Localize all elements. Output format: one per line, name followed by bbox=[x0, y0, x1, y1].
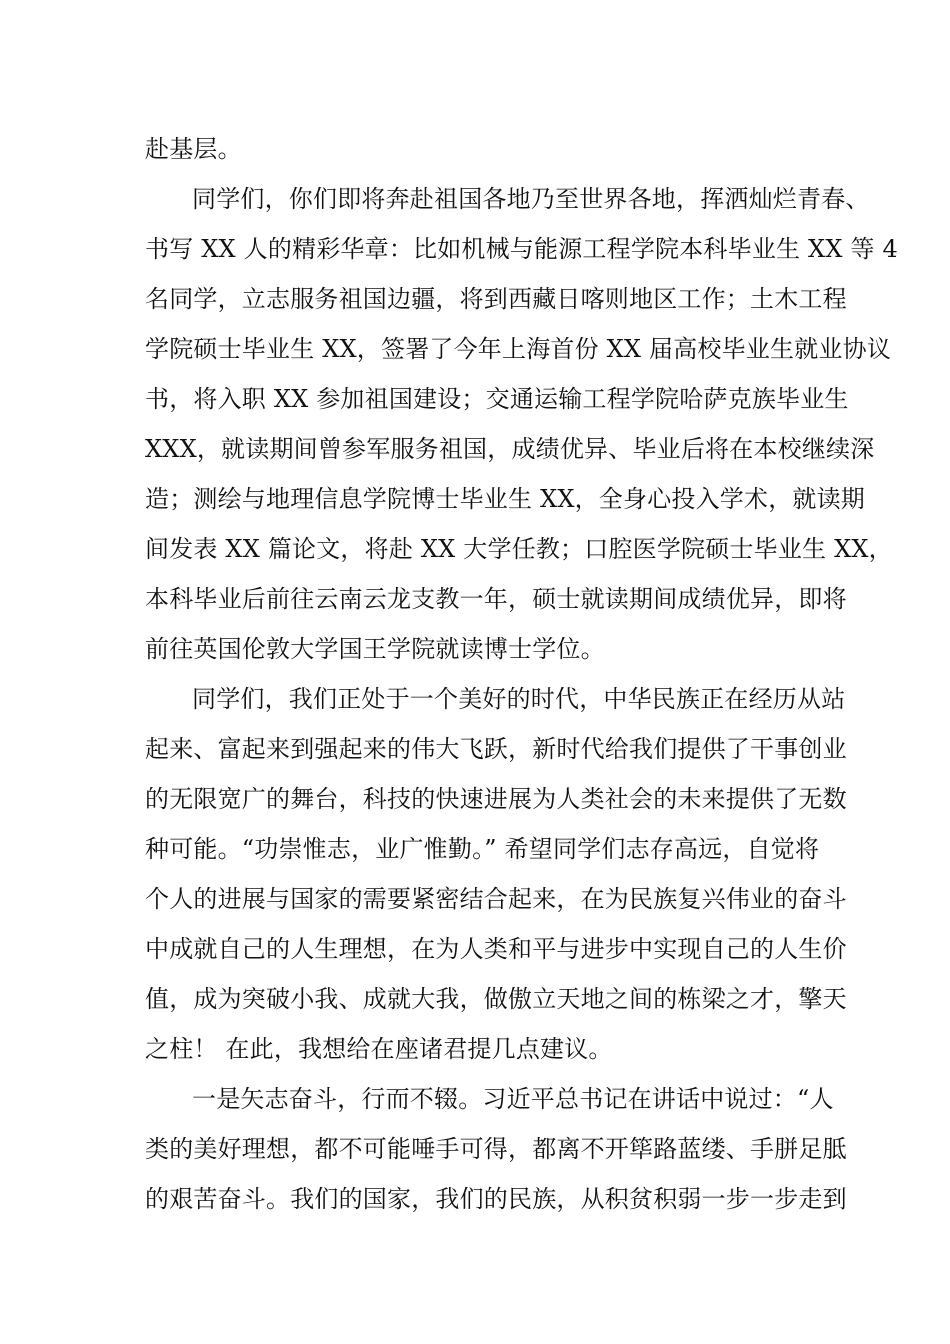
text-line: 书写 XX 人的精彩华章：比如机械与能源工程学院本科毕业生 XX 等 4 bbox=[145, 235, 898, 263]
text-line: 的艰苦奋斗。我们的国家，我们的民族，从积贫积弱一步一步走到 bbox=[145, 1185, 847, 1213]
text-line: 个人的进展与国家的需要紧密结合起来，在为民族复兴伟业的奋斗 bbox=[145, 885, 847, 913]
text-line: 学院硕士毕业生 XX，签署了今年上海首份 XX 届高校毕业生就业协议 bbox=[145, 335, 892, 363]
text-line: 中成就自己的人生理想，在为人类和平与进步中实现自己的人生价 bbox=[145, 935, 847, 963]
text-line: 的无限宽广的舞台，科技的快速进展为人类社会的未来提供了无数 bbox=[145, 785, 847, 813]
text-line: 书，将入职 XX 参加祖国建设；交通运输工程学院哈萨克族毕业生 bbox=[145, 385, 849, 413]
text-line: 前往英国伦敦大学国王学院就读博士学位。 bbox=[145, 635, 605, 663]
text-line: 赴基层。 bbox=[145, 135, 242, 163]
paragraph-start: 同学们，你们即将奔赴祖国各地乃至世界各地，挥洒灿烂青春、 bbox=[192, 185, 870, 213]
text-line: 种可能。“功崇惟志，业广惟勤。” 希望同学们志存高远，自觉将 bbox=[145, 835, 820, 863]
text-line: 本科毕业后前往云南云龙支教一年，硕士就读期间成绩优异，即将 bbox=[145, 585, 847, 613]
text-line: 造；测绘与地理信息学院博士毕业生 XX，全身心投入学术，就读期 bbox=[145, 485, 865, 513]
text-line: 之柱！ 在此，我想给在座诸君提几点建议。 bbox=[145, 1035, 613, 1063]
paragraph-start: 同学们，我们正处于一个美好的时代，中华民族正在经历从站 bbox=[192, 685, 846, 713]
text-line: 起来、富起来到强起来的伟大飞跃，新时代给我们提供了干事创业 bbox=[145, 735, 847, 763]
text-line: 间发表 XX 篇论文，将赴 XX 大学任教；口腔医学院硕士毕业生 XX， bbox=[145, 535, 893, 563]
text-line: 名同学，立志服务祖国边疆，将到西藏日喀则地区工作；土木工程 bbox=[145, 285, 847, 313]
paragraph-start: 一是矢志奋斗，行而不辍。习近平总书记在讲话中说过：“人 bbox=[192, 1085, 834, 1113]
text-line: 类的美好理想，都不可能唾手可得，都离不开筚路蓝缕、手胼足胝 bbox=[145, 1135, 847, 1163]
text-line: XXX，就读期间曾参军服务祖国，成绩优异、毕业后将在本校继续深 bbox=[145, 435, 875, 463]
text-line: 值，成为突破小我、成就大我，做傲立天地之间的栋梁之才，擎天 bbox=[145, 985, 847, 1013]
